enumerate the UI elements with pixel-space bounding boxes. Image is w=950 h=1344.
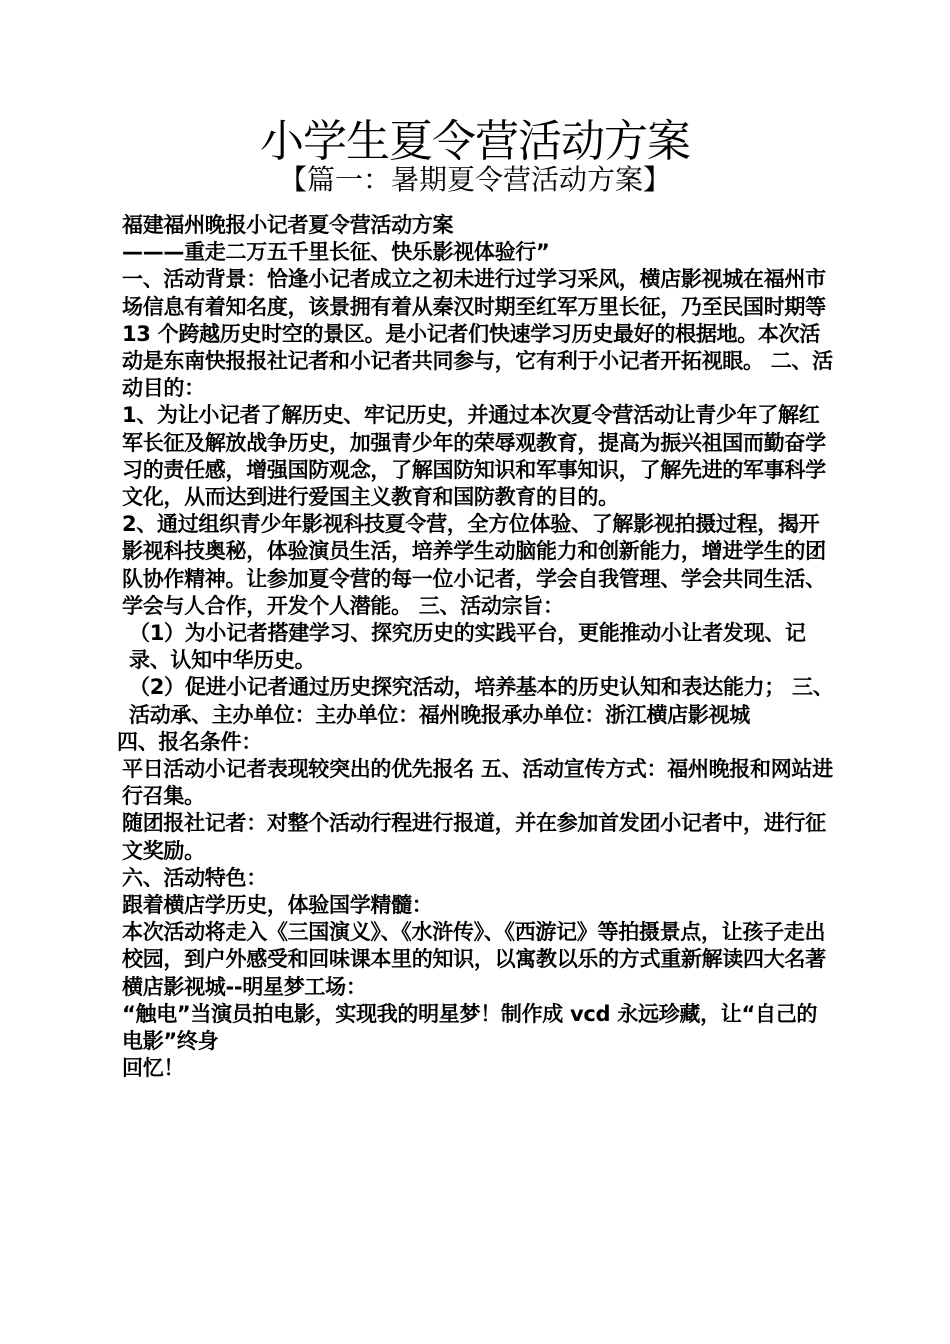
paragraph-goal-1: 1、为让小记者了解历史、牢记历史，并通过本次夏令营活动让青少年了解红军长征及解放战争历史，加强青少年的荣辱观教育，提高为振兴祖国而勤奋学习的责任感，增强国防观念，了解国防知识和军事知识，了解先进的军事科学文化，从而达到进行爱国主义教育和国防教育的目的。 — [122, 403, 826, 510]
paragraph-memory: 回忆！ — [122, 1056, 185, 1081]
paragraph-reporters: 随团报社记者：对整个活动行程进行报道，并在参加首发团小记者中，进行征文奖励。 — [122, 811, 826, 863]
paragraph-novels: 本次活动将走入《三国演义》、《水浒传》、《西游记》等拍摄景点，让孩子走出校园，到户外感受和回味课本里的知识，以寓教以乐的方式重新解读四大名著 — [122, 920, 826, 972]
paragraph-registration: 平日活动小记者表现较突出的优先报名 五、活动宣传方式：福州晚报和网站进行召集。 — [122, 757, 833, 809]
paragraph-dream-factory: 横店影视城--明星梦工场： — [122, 974, 367, 999]
section-heading: 福建福州晚报小记者夏令营活动方案 — [122, 213, 454, 237]
paragraph-registration-heading: 四、报名条件： — [117, 729, 262, 754]
paragraph-goal-2: 2、通过组织青少年影视科技夏令营，全方位体验、了解影视拍摄过程，揭开影视科技奥秘，体验演员生活，培养学生动脑能力和创新能力，增进学生的团队协作精神。让参加夏令营的每一位小记者，学会自我管理、学会共同生活、学会与人合作，开发个人潜能。 三、活动宗旨： — [122, 512, 826, 618]
slogan-line: ———重走二万五千里长征、快乐影视体验行” — [122, 240, 550, 265]
paragraph-background: 一、活动背景：恰逢小记者成立之初未进行过学习采风，横店影视城在福州市场信息有着知名度，该景拥有着从秦汉时期至红军万里长征，乃至民国时期等 13 个跨越历史时空的景区。是小记者们快速学习历史最好的根据地。本次活动是东南快报报社记者和小记者共同参与，它有利于小记者开拓视眼。 二、活动目的： — [122, 267, 833, 401]
paragraph-film: “触电”当演员拍电影，实现我的明星梦！制作成 vcd 永远珍藏，让“自己的电影”终身 — [122, 1001, 818, 1054]
document-subtitle: 【篇一：暑期夏令营活动方案】 — [278, 163, 671, 196]
document-title: 小学生夏令营活动方案 — [260, 116, 690, 167]
paragraph-purpose-1: （1）为小记者搭建学习、探究历史的实践平台，更能推动小让者发现、记录、认知中华历史。 — [129, 621, 806, 673]
document-body — [117, 212, 837, 1083]
paragraph-features-heading: 六、活动特色： — [122, 865, 267, 890]
paragraph-history: 跟着横店学历史，体验国学精髓： — [122, 893, 433, 918]
paragraph-purpose-2: （2）促进小记者通过历史探究活动，培养基本的历史认知和表达能力； 三、活动承、主办单位：主办单位：福州晚报承办单位：浙江横店影视城 — [129, 675, 834, 727]
